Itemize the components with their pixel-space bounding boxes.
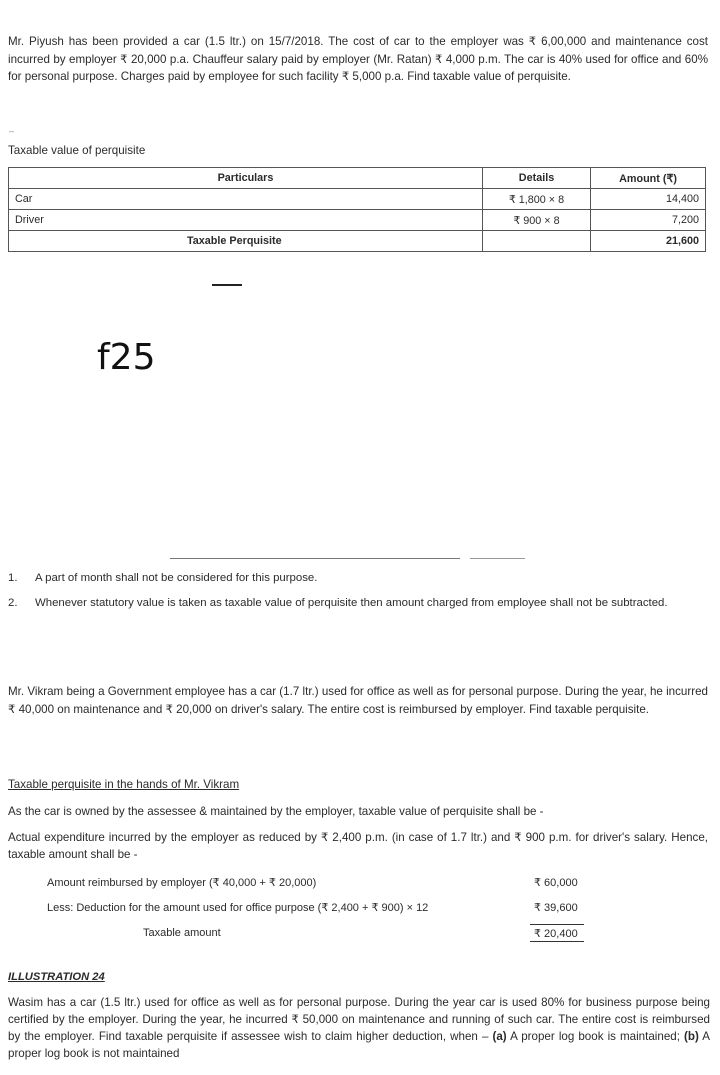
dash-mark: – — [9, 126, 15, 136]
calc-row-3-label: Taxable amount — [143, 927, 221, 939]
option-a-text: A proper log book is maintained; — [506, 1030, 685, 1043]
handwritten-note: f25 — [97, 337, 156, 378]
vikram-line-2: Actual expenditure incurred by the employer as reduced by ₹ 2,400 p.m. (in case of 1.7 ltr.) and ₹ 900 p.m. for driver's salary. Hence, taxable amount shall be - — [8, 831, 708, 861]
option-b-text: A proper log book is not maintained — [8, 1030, 710, 1060]
table-header-row — [9, 168, 706, 189]
header-details: Details — [483, 168, 591, 189]
row-particulars: Car — [9, 189, 483, 210]
option-b-label: (b) — [684, 1030, 699, 1043]
note-item — [8, 570, 705, 587]
calc-row-1-label: Amount reimbursed by employer (₹ 40,000 + ₹ 20,000) — [47, 877, 317, 889]
calc-row-1-value: ₹ 60,000 — [534, 877, 578, 889]
row-details: ₹ 1,800 × 8 — [483, 189, 591, 210]
total-amount: 21,600 — [591, 231, 706, 252]
calc-row-2-value: ₹ 39,600 — [534, 902, 578, 914]
note-text: A part of month shall not be considered for this purpose. — [35, 572, 318, 584]
divider-line — [170, 558, 460, 559]
vikram-question: Mr. Vikram being a Government employee has a car (1.7 ltr.) used for office as well as for personal purpose. During the year, he incurred ₹ 40,000 on maintenance and ₹ 20,000 on driver's salary. The entire cost is reimbursed by employer. Find taxable perquisite. — [8, 685, 708, 716]
row-amount: 14,400 — [591, 189, 706, 210]
note-text: Whenever statutory value is taken as taxable value of perquisite then amount charged from employee shall not be subtracted. — [35, 597, 668, 609]
total-label: Taxable Perquisite — [9, 231, 483, 252]
perquisite-table — [8, 167, 706, 252]
note-number: 1. — [8, 572, 18, 584]
total-details-empty — [483, 231, 591, 252]
row-details: ₹ 900 × 8 — [483, 210, 591, 231]
calc-row-2-label: Less: Deduction for the amount used for office purpose (₹ 2,400 + ₹ 900) × 12 — [47, 902, 429, 914]
illustration-body: Wasim has a car (1.5 ltr.) used for office as well as for personal purpose. During the year car is used 80% for business purpose being certified by the employer. During the year, he incurred ₹ 50,000 on maintenance and running of such car. The entire cost is reimbursed by the employer. Find taxable perquisite if assessee wish to claim higher deduction, when – — [8, 996, 710, 1043]
row-amount: 7,200 — [591, 210, 706, 231]
divider-line-short — [470, 558, 525, 559]
option-a-label: (a) — [492, 1030, 507, 1043]
stray-mark — [212, 284, 242, 286]
calc-row-3-value: ₹ 20,400 — [530, 924, 584, 942]
table-row — [9, 210, 706, 231]
illustration-text — [8, 994, 710, 1062]
header-particulars: Particulars — [9, 168, 483, 189]
table-total-row — [9, 231, 706, 252]
note-number: 2. — [8, 597, 18, 609]
vikram-heading: Taxable perquisite in the hands of Mr. Vikram — [8, 778, 240, 791]
table-row — [9, 189, 706, 210]
vikram-line-1: As the car is owned by the assessee & maintained by the employer, taxable value of perquisite shall be - — [8, 805, 544, 818]
header-amount: Amount (₹) — [591, 168, 706, 189]
problem-statement: Mr. Piyush has been provided a car (1.5 ltr.) on 15/7/2018. The cost of car to the employer was ₹ 6,00,000 and maintenance cost incurred by employer ₹ 20,000 p.a. Chauffeur salary paid by employer (Mr. Ratan) ₹ 4,000 p.m. The car is 40% used for office and 60% for personal purpose. Charges paid by employee for such facility ₹ 5,000 p.a. Find taxable value of perquisite. — [8, 35, 708, 83]
row-particulars: Driver — [9, 210, 483, 231]
section-title: Taxable value of perquisite — [8, 144, 146, 157]
illustration-title: ILLUSTRATION 24 — [8, 971, 105, 983]
note-item — [8, 595, 705, 612]
